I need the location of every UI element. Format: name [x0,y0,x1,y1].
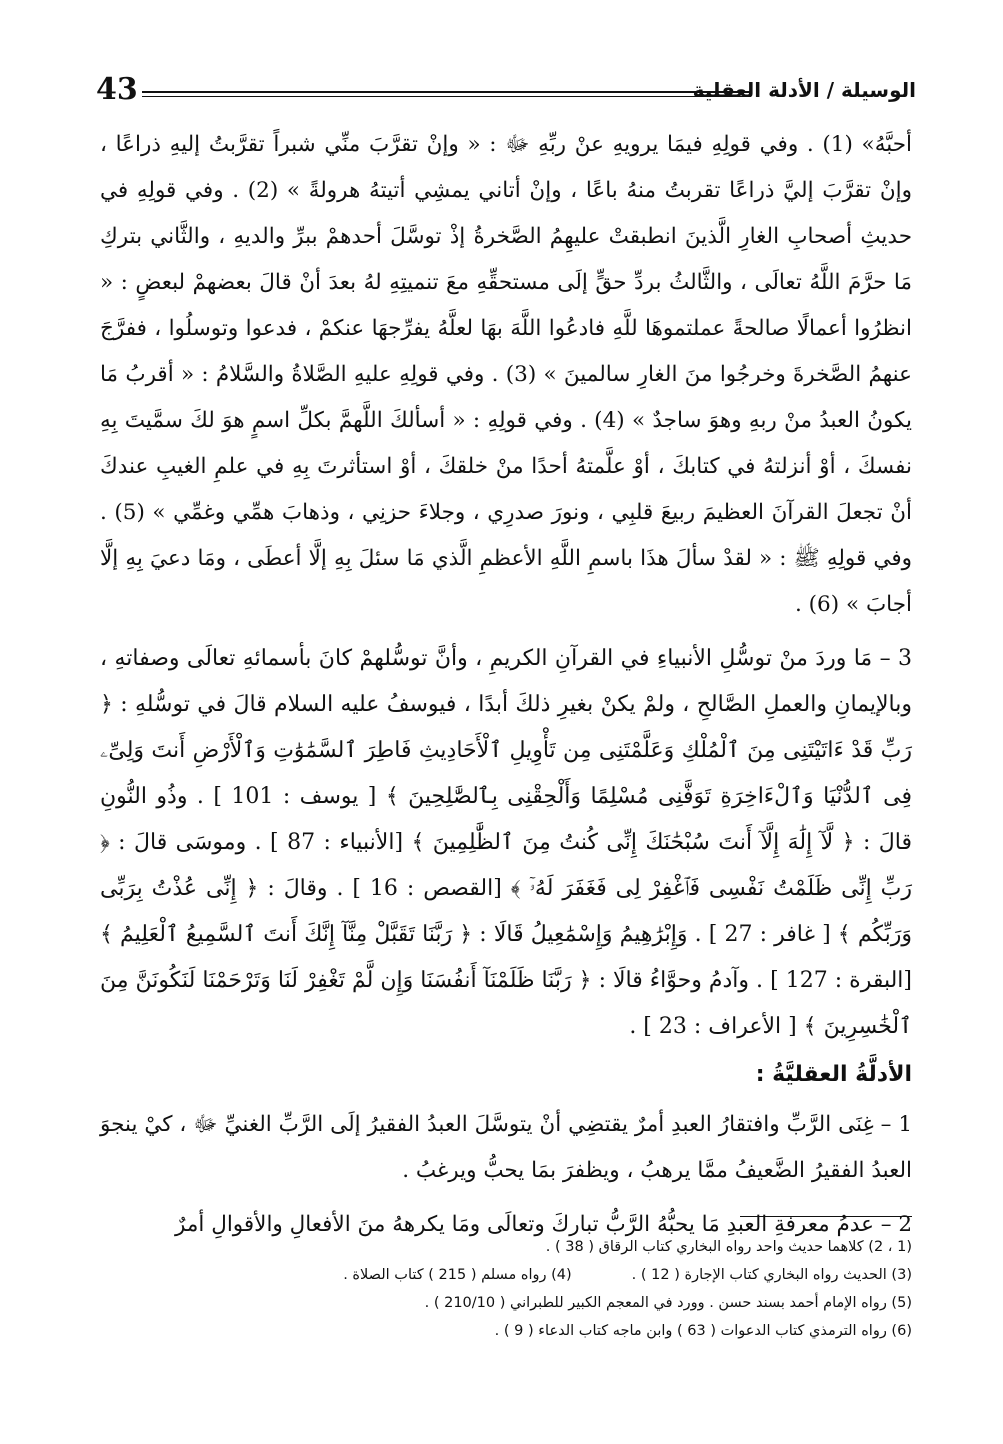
paragraph-prophets-supplication: 3 – مَا وردَ منْ توسُّلِ الأنبياءِ في القرآنِ الكريمِ ، وأنَّ توسُّلهمْ كانَ بأسمائهِ تعالَى وصفاتهِ ، وبالإيمانِ والعملِ الصَّالحِ ، ولمْ يكنْ بغيرِ ذلكَ أبدًا ، فيوسفُ عليه السلام قالَ في توسُّلهِ : ﴿ رَبِّ قَدْ ءَاتَيْتَنِى مِنَ ٱلْمُلْكِ وَعَلَّمْتَنِى مِن تَأْوِيلِ ٱلْأَحَادِيثِ فَاطِرَ ٱلسَّمَٰوَٰتِ وَٱلْأَرْضِ أَنتَ وَلِىِّۦ فِى ٱلدُّنْيَا وَٱلْءَاخِرَةِ تَوَفَّنِى مُسْلِمًا وَأَلْحِقْنِى بِٱلصَّٰلِحِينَ ﴾ [ يوسف : 101 ] . وذُو النُّونِ قالَ : ﴿ لَّآ إِلَٰهَ إِلَّآ أَنتَ سُبْحَٰنَكَ إِنِّى كُنتُ مِنَ ٱلظَّٰلِمِينَ ﴾ [الأنبياء : 87 ] . وموسَى قالَ : ﴿ رَبِّ إِنِّى ظَلَمْتُ نَفْسِى فَٱغْفِرْ لِى فَغَفَرَ لَهُۥٓ ﴾ [القصص : 16 ] . وقالَ : ﴿ إِنِّى عُذْتُ بِرَبِّى وَرَبِّكُم ﴾ [ غافر : 27 ] . وَإِبْرَٰهِيمُ وَإِسْمَٰعِيلُ قَالَا : ﴿ رَبَّنَا تَقَبَّلْ مِنَّآ إِنَّكَ أَنتَ ٱلسَّمِيعُ ٱلْعَلِيمُ ﴾ [البقرة : 127 ] . وآدمُ وحوَّاءُ قالَا : ﴿ رَبَّنَا ظَلَمْنَآ أَنفُسَنَا وَإِن لَّمْ تَغْفِرْ لَنَا وَتَرْحَمْنَا لَنَكُونَنَّ مِنَ ٱلْخَٰسِرِينَ ﴾ [ الأعراف : 23 ] . [100,646,913,1039]
footnote-3-4-line [160,1261,912,1289]
main-text [100,122,912,1248]
footnote-3: (3) الحديث رواه البخاري كتاب الإجارة ( 12 ) . [631,1267,912,1283]
footnote-1-2: (1 ، 2) كلاهما حديث واحد رواه البخاري كتاب الرقاق ( 38 ) . [545,1239,912,1255]
page-header [96,70,916,110]
running-title: الوسيلة / الأدلة العقلية [692,78,916,102]
footnote-5: (5) رواه الإمام أحمد بسند حسن . وورد في المعجم الكبير للطبراني ( 210/10 ) . [424,1295,912,1311]
paragraph-point-1: 1 – غِنَى الرَّبِّ وافتقارُ العبدِ أمرٌ يقتضِي أنْ يتوسَّلَ العبدُ الفقيرُ إلَى الرَّبِّ الغنيِّ ﷻ ، كيْ ينجوَ العبدُ الفقيرُ الضَّعيفُ ممَّا يرهبُ ، ويظفرَ بمَا يحبُّ ويرغبُ . [100,1112,912,1183]
section-heading: الأدلَّةُ العقليَّةُ : [755,1062,912,1087]
footnote-6: (6) رواه الترمذي كتاب الدعوات ( 63 ) وابن ماجه كتاب الدعاء ( 9 ) . [494,1323,912,1339]
footnote-divider [740,1216,912,1217]
paragraph-point-2: 2 – عدمُ معرفةِ العبدِ مَا يحبُّهُ الرَّبُّ تباركَ وتعالَى ومَا يكرههُ منَ الأفعالِ والأقوالِ أمرٌ [175,1212,912,1237]
paragraph-hadith-evidence: أحبَّهُ» (1) . وفي قولِهِ فيمَا يرويهِ عنْ ربِّهِ ﷻ : « وإنْ تقرَّبَ منِّي شبراً تقرَّبتُ إليهِ ذراعًا ، وإنْ تقرَّبَ إليَّ ذراعًا تقربتُ منهُ باعًا ، وإنْ أتاني يمشِي أتيتهُ هرولةً » (2) . وفي قولِهِ في حديثِ أصحابِ الغارِ الَّذينَ انطبقتْ عليهِمُ الصَّخرةُ إذْ توسَّلَ أحدهمْ ببرِّ والديهِ ، والثَّاني بتركِ مَا حرَّمَ اللَّهُ تعالَى ، والثَّالثُ بردِّ حقٍّ إلَى مستحقِّهِ معَ تنميتِهِ لهُ بعدَ أنْ قالَ بعضهمْ لبعضٍ : « انظرُوا أعمالًا صالحةً عملتموهَا للَّهِ فادعُوا اللَّهَ بهَا لعلَّهُ يفرِّجهَا عنكمْ ، فدعوا وتوسلُوا ، ففرَّجَ عنهمُ الصَّخرةَ وخرجُوا منَ الغارِ سالمينَ » (3) . وفي قولِهِ عليهِ الصَّلاةُ والسَّلامُ : « أقربُ مَا يكونُ العبدُ منْ ربهِ وهوَ ساجدٌ » (4) . وفي قولِهِ : « أسألكَ اللَّهمَّ بكلِّ اسمٍ هوَ لكَ سمَّيتَ بِهِ نفسكَ ، أوْ أنزلتهُ في كتابكَ ، أوْ علَّمتهُ أحدًا منْ خلقكَ ، أوْ استأثرتَ بِهِ في علمِ الغيبِ عندكَ أنْ تجعلَ القرآنَ العظيمَ ربيعَ قلبِي ، ونورَ صدرِي ، وجلاءَ حزنِي ، وذهابَ همِّي وغمِّي » (5) . وفي قولِهِ ﷺ : « لقدْ سألَ هذَا باسمِ اللَّهِ الأعظمِ الَّذي مَا سئلَ بِهِ إلَّا أعطَى ، ومَا دعيَ بِهِ إلَّا أجابَ » (6) . [100,132,912,617]
page-number: 43 [96,72,138,107]
header-rule [142,91,751,97]
footnotes [160,1233,912,1345]
footnote-4: (4) رواه مسلم ( 215 ) كتاب الصلاة . [343,1267,572,1283]
